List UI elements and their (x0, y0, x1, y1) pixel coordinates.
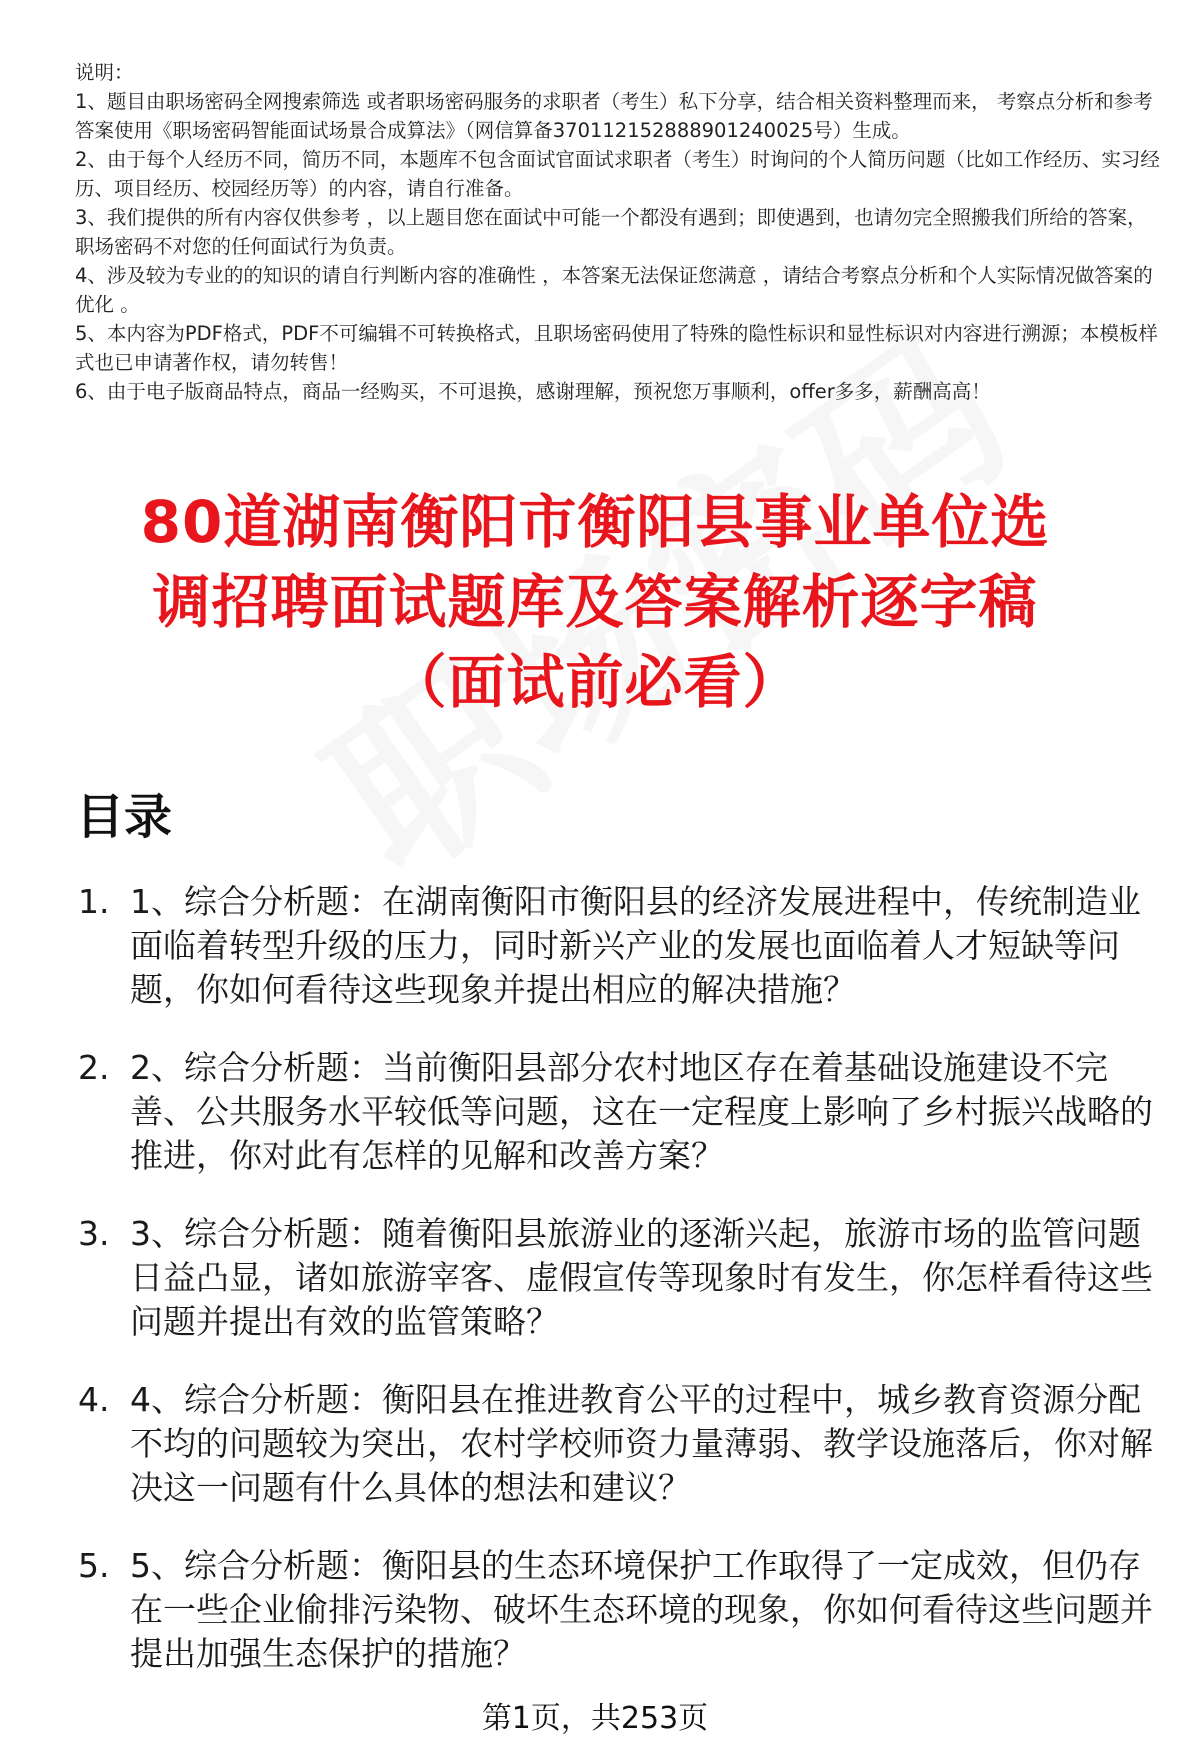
notice-item: 4、涉及较为专业的的知识的请自行判断内容的准确性 ，本答案无法保证您满意 ，请结合考察点分析和个人实际情况做答案的优化 。 (75, 264, 1153, 316)
toc-list (78, 880, 1168, 1710)
toc-item-number: 3. (78, 1214, 110, 1253)
toc-item-text: 3、综合分析题：随着衡阳县旅游业的逐渐兴起，旅游市场的监管问题日益凸显，诸如旅游宰客、虚假宣传等现象时有发生，你怎样看待这些问题并提出有效的监管策略？ (130, 1214, 1153, 1341)
toc-item-number: 5. (78, 1546, 110, 1585)
title-line: 调招聘面试题库及答案解析逐字稿 (152, 568, 1038, 636)
notice-heading: 说明： (75, 61, 134, 84)
notice-item: 6、由于电子版商品特点，商品一经购买，不可退换，感谢理解，预祝您万事顺利，offer多多，薪酬高高！ (75, 380, 991, 403)
notice-item: 2、由于每个人经历不同，简历不同，本题库不包含面试官面试求职者（考生）时询问的个人简历问题（比如工作经历、实习经历、项目经历、校园经历等）的内容，请自行准备。 (75, 148, 1160, 200)
document-title (60, 482, 1130, 722)
toc-item[interactable] (78, 1046, 1168, 1178)
notice-item: 3、我们提供的所有内容仅供参考 ，以上题目您在面试中可能一个都没有遇到；即使遇到，也请勿完全照搬我们所给的答案，职场密码不对您的任何面试行为负责。 (75, 206, 1147, 258)
title-line: （面试前必看） (388, 648, 802, 716)
toc-item[interactable] (78, 1378, 1168, 1510)
toc-item-text: 4、综合分析题：衡阳县在推进教育公平的过程中，城乡教育资源分配不均的问题较为突出，农村学校师资力量薄弱、教学设施落后，你对解决这一问题有什么具体的想法和建议？ (130, 1380, 1153, 1507)
notice-item: 1、题目由职场密码全网搜索筛选 或者职场密码服务的求职者（考生）私下分享，结合相关资料整理而来， 考察点分析和参考答案使用《职场密码智能面试场景合成算法》（网信算备370112152888901240025号）生成。 (75, 90, 1153, 142)
toc-item[interactable] (78, 1212, 1168, 1344)
toc-item-number: 4. (78, 1380, 110, 1419)
toc-item-number: 2. (78, 1048, 110, 1087)
toc-heading: 目录 (76, 789, 173, 845)
toc-item[interactable] (78, 880, 1168, 1012)
title-line: 80道湖南衡阳市衡阳县事业单位选 (140, 488, 1050, 556)
notice-section (75, 58, 1165, 406)
page-footer: 第1页，共253页 (481, 1701, 709, 1736)
toc-item-number: 1. (78, 882, 110, 921)
notice-item: 5、本内容为PDF格式，PDF不可编辑不可转换格式，且职场密码使用了特殊的隐性标识和显性标识对内容进行溯源；本模板样式也已申请著作权，请勿转售！ (75, 322, 1158, 374)
toc-item[interactable] (78, 1544, 1168, 1676)
toc-item-text: 2、综合分析题：当前衡阳县部分农村地区存在着基础设施建设不完善、公共服务水平较低等问题，这在一定程度上影响了乡村振兴战略的推进，你对此有怎样的见解和改善方案？ (130, 1048, 1153, 1175)
toc-item-text: 5、综合分析题：衡阳县的生态环境保护工作取得了一定成效，但仍存在一些企业偷排污染物、破坏生态环境的现象，你如何看待这些问题并提出加强生态保护的措施？ (130, 1546, 1153, 1673)
toc-item-text: 1、综合分析题：在湖南衡阳市衡阳县的经济发展进程中，传统制造业面临着转型升级的压力，同时新兴产业的发展也面临着人才短缺等问题，你如何看待这些现象并提出相应的解决措施？ (130, 882, 1141, 1009)
